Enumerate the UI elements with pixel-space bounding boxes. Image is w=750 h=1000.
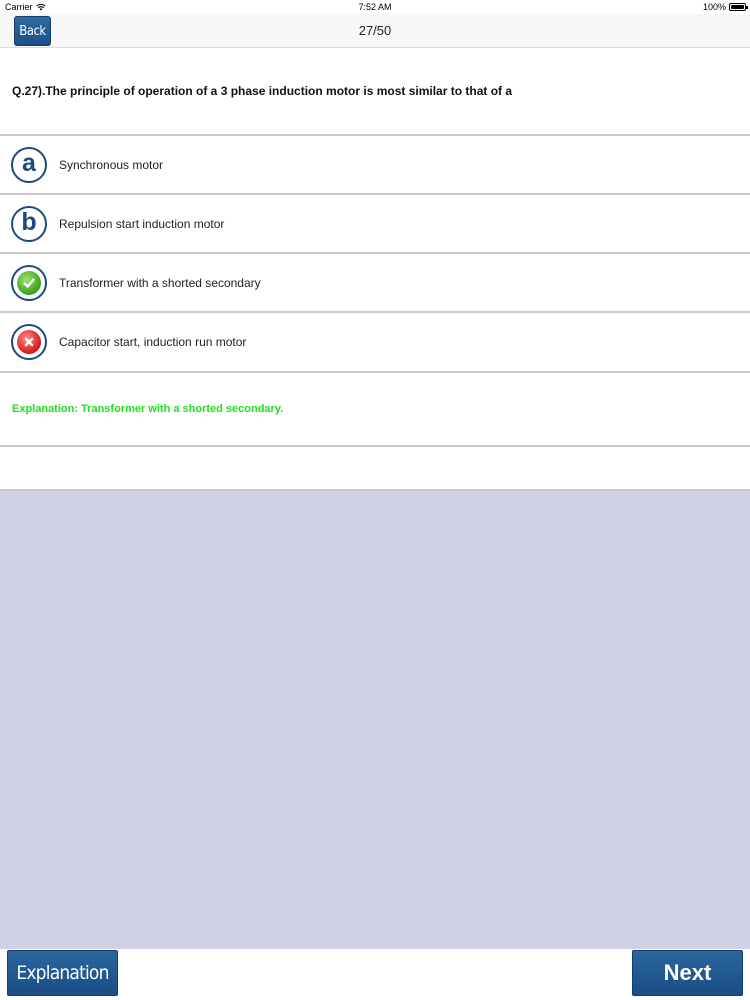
check-icon	[17, 271, 41, 295]
divider	[0, 445, 750, 447]
battery-icon	[729, 3, 746, 11]
status-right	[703, 2, 746, 12]
content-background	[0, 491, 750, 949]
divider	[0, 371, 750, 373]
option-c-status	[11, 265, 47, 301]
option-a[interactable]	[0, 136, 750, 193]
explanation-text: Explanation: Transformer with a shorted secondary.	[12, 403, 284, 415]
option-d-status	[11, 324, 47, 360]
explanation-button[interactable]: Explanation	[7, 950, 118, 996]
option-d[interactable]	[0, 313, 750, 370]
back-button[interactable]: Back	[14, 16, 51, 46]
option-b-letter-icon: b	[11, 206, 47, 242]
status-time: 7:52 AM	[358, 2, 392, 12]
battery-percent: 100%	[702, 2, 726, 12]
question-counter: 27/50	[358, 23, 392, 38]
cross-icon	[17, 330, 41, 354]
option-a-letter-icon: a	[11, 147, 47, 183]
next-button[interactable]: Next	[632, 950, 743, 996]
option-b[interactable]	[0, 195, 750, 252]
status-bar	[0, 0, 750, 14]
option-a-label: Synchronous motor	[59, 157, 164, 172]
option-c[interactable]	[0, 254, 750, 311]
nav-bar	[0, 14, 750, 48]
option-b-label: Repulsion start induction motor	[59, 216, 225, 231]
carrier-label: Carrier	[5, 2, 33, 12]
bottom-toolbar	[0, 949, 750, 1000]
option-d-label: Capacitor start, induction run motor	[59, 334, 247, 349]
question-text: Q.27).The principle of operation of a 3 phase induction motor is most similar to that of a	[12, 84, 513, 98]
option-c-label: Transformer with a shorted secondary	[59, 275, 261, 290]
